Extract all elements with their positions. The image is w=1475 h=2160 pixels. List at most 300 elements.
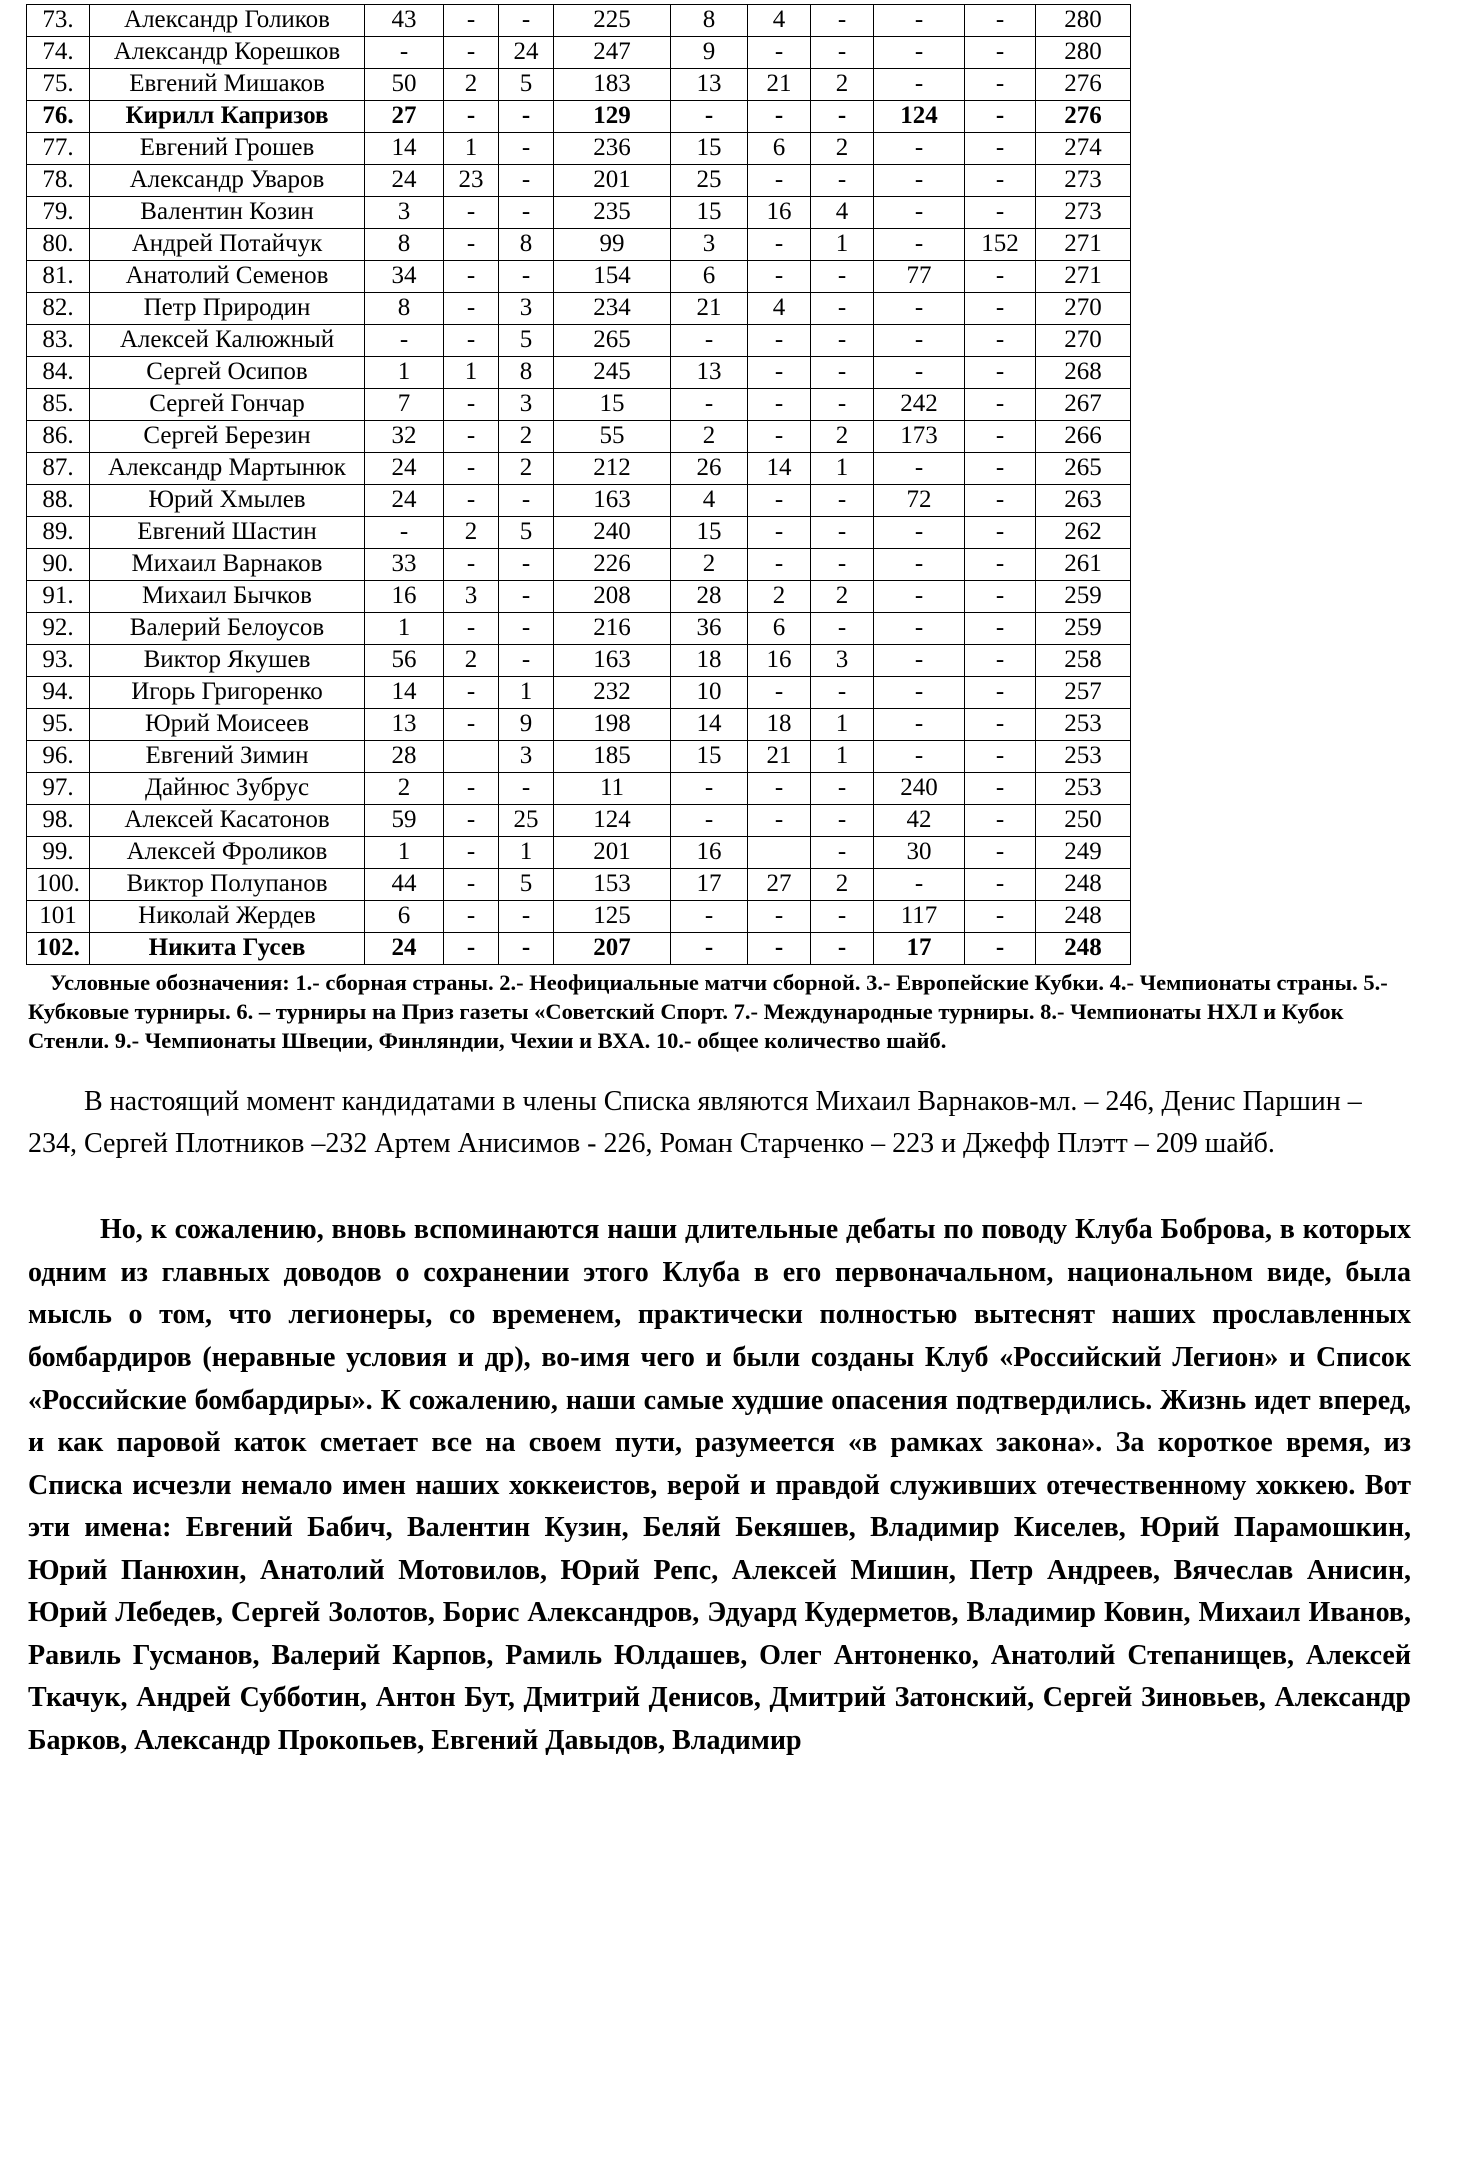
- cell-rank: 95.: [27, 709, 90, 741]
- cell-c7: -: [811, 933, 874, 965]
- cell-c9: -: [965, 549, 1036, 581]
- cell-c5: 15: [671, 197, 748, 229]
- cell-c1: 24: [365, 933, 444, 965]
- cell-c7: -: [811, 325, 874, 357]
- table-row: [27, 229, 1131, 261]
- cell-rank: 90.: [27, 549, 90, 581]
- cell-c6: [748, 837, 811, 869]
- cell-c2: -: [444, 869, 499, 901]
- cell-c2: -: [444, 261, 499, 293]
- cell-c6: -: [748, 485, 811, 517]
- legend-line-2: Чемпионаты страны. 5.- Кубковые турниры. 6. – турниры на Приз газеты «Советский Спорт. 7.-: [28, 970, 1388, 1024]
- cell-c6: 4: [748, 5, 811, 37]
- cell-c1: 6: [365, 901, 444, 933]
- cell-total: 258: [1036, 645, 1131, 677]
- cell-total: 259: [1036, 581, 1131, 613]
- cell-c7: 2: [811, 69, 874, 101]
- cell-c3: -: [499, 549, 554, 581]
- cell-c5: 2: [671, 421, 748, 453]
- cell-c5: 15: [671, 133, 748, 165]
- cell-c3: 1: [499, 677, 554, 709]
- cell-c4: 198: [554, 709, 671, 741]
- table-row: [27, 293, 1131, 325]
- cell-rank: 77.: [27, 133, 90, 165]
- cell-player-name: Юрий Моисеев: [90, 709, 365, 741]
- cell-c5: 28: [671, 581, 748, 613]
- cell-c4: 163: [554, 645, 671, 677]
- cell-c2: -: [444, 325, 499, 357]
- cell-c4: 55: [554, 421, 671, 453]
- cell-c4: 235: [554, 197, 671, 229]
- cell-c3: 5: [499, 517, 554, 549]
- cell-c9: -: [965, 165, 1036, 197]
- cell-c5: 18: [671, 645, 748, 677]
- cell-c5: 13: [671, 357, 748, 389]
- cell-c2: -: [444, 613, 499, 645]
- cell-c7: -: [811, 837, 874, 869]
- cell-c6: 27: [748, 869, 811, 901]
- cell-c6: -: [748, 421, 811, 453]
- cell-c7: -: [811, 261, 874, 293]
- cell-c3: 5: [499, 325, 554, 357]
- cell-player-name: Михаил Бычков: [90, 581, 365, 613]
- cell-c6: 14: [748, 453, 811, 485]
- cell-player-name: Анатолий Семенов: [90, 261, 365, 293]
- cell-c9: -: [965, 37, 1036, 69]
- table-row: [27, 101, 1131, 133]
- cell-c6: -: [748, 805, 811, 837]
- table-row: [27, 69, 1131, 101]
- cell-c7: -: [811, 517, 874, 549]
- cell-c7: -: [811, 549, 874, 581]
- cell-c8: -: [874, 229, 965, 261]
- cell-total: 250: [1036, 805, 1131, 837]
- cell-c9: -: [965, 325, 1036, 357]
- cell-player-name: Александр Мартынюк: [90, 453, 365, 485]
- cell-c8: -: [874, 37, 965, 69]
- cell-rank: 85.: [27, 389, 90, 421]
- cell-c4: 15: [554, 389, 671, 421]
- cell-c8: 173: [874, 421, 965, 453]
- cell-c2: -: [444, 453, 499, 485]
- cell-c2: 23: [444, 165, 499, 197]
- cell-player-name: Евгений Шастин: [90, 517, 365, 549]
- cell-c1: 50: [365, 69, 444, 101]
- cell-player-name: Петр Природин: [90, 293, 365, 325]
- cell-c9: -: [965, 197, 1036, 229]
- cell-total: 263: [1036, 485, 1131, 517]
- cell-c7: 1: [811, 741, 874, 773]
- table-row: [27, 261, 1131, 293]
- cell-c6: -: [748, 933, 811, 965]
- cell-player-name: Александр Корешков: [90, 37, 365, 69]
- cell-c5: 3: [671, 229, 748, 261]
- cell-c6: 16: [748, 197, 811, 229]
- cell-rank: 86.: [27, 421, 90, 453]
- cell-total: 271: [1036, 229, 1131, 261]
- cell-rank: 83.: [27, 325, 90, 357]
- cell-c1: 13: [365, 709, 444, 741]
- table-row: [27, 133, 1131, 165]
- cell-c6: -: [748, 389, 811, 421]
- cell-c8: 30: [874, 837, 965, 869]
- cell-total: 253: [1036, 741, 1131, 773]
- cell-c2: 1: [444, 133, 499, 165]
- legend-line-1: Условные обозначения: 1.- сборная страны. 2.- Неофициальные матчи сборной. 3.- Европейские Кубки. 4.-: [50, 970, 1134, 995]
- cell-c2: 2: [444, 645, 499, 677]
- cell-c6: 16: [748, 645, 811, 677]
- legend-block: [14, 969, 1437, 1055]
- table-row: [27, 741, 1131, 773]
- cell-c2: -: [444, 197, 499, 229]
- cell-rank: 88.: [27, 485, 90, 517]
- cell-c6: -: [748, 165, 811, 197]
- cell-c8: -: [874, 165, 965, 197]
- cell-c4: 240: [554, 517, 671, 549]
- cell-c1: 1: [365, 837, 444, 869]
- cell-c4: 236: [554, 133, 671, 165]
- cell-c1: 43: [365, 5, 444, 37]
- table-row: [27, 645, 1131, 677]
- cell-c9: -: [965, 645, 1036, 677]
- cell-rank: 82.: [27, 293, 90, 325]
- cell-c1: 8: [365, 229, 444, 261]
- cell-c5: -: [671, 101, 748, 133]
- cell-rank: 81.: [27, 261, 90, 293]
- table-row: [27, 37, 1131, 69]
- cell-c8: -: [874, 453, 965, 485]
- cell-c1: 2: [365, 773, 444, 805]
- cell-c3: 5: [499, 69, 554, 101]
- cell-c7: -: [811, 901, 874, 933]
- cell-c5: 15: [671, 741, 748, 773]
- legend-line-4: ВХА. 10.- общее количество шайб.: [597, 1027, 947, 1053]
- cell-c8: -: [874, 5, 965, 37]
- cell-player-name: Валентин Козин: [90, 197, 365, 229]
- cell-c6: 21: [748, 69, 811, 101]
- cell-c7: 2: [811, 133, 874, 165]
- cell-total: 248: [1036, 869, 1131, 901]
- cell-c6: 2: [748, 581, 811, 613]
- cell-c3: -: [499, 613, 554, 645]
- cell-c9: -: [965, 901, 1036, 933]
- cell-c3: 2: [499, 453, 554, 485]
- cell-player-name: Александр Уваров: [90, 165, 365, 197]
- cell-c1: 1: [365, 613, 444, 645]
- cell-c1: 34: [365, 261, 444, 293]
- cell-c6: -: [748, 901, 811, 933]
- cell-c5: 4: [671, 485, 748, 517]
- cell-player-name: Никита Гусев: [90, 933, 365, 965]
- cell-c7: -: [811, 613, 874, 645]
- cell-c2: 2: [444, 69, 499, 101]
- cell-c2: -: [444, 837, 499, 869]
- cell-rank: 76.: [27, 101, 90, 133]
- cell-total: 268: [1036, 357, 1131, 389]
- cell-c1: 24: [365, 165, 444, 197]
- cell-c4: 185: [554, 741, 671, 773]
- cell-total: 280: [1036, 37, 1131, 69]
- cell-total: 262: [1036, 517, 1131, 549]
- cell-c3: 1: [499, 837, 554, 869]
- cell-c9: -: [965, 933, 1036, 965]
- table-row: [27, 773, 1131, 805]
- cell-total: 276: [1036, 101, 1131, 133]
- cell-c6: -: [748, 37, 811, 69]
- cell-c1: 1: [365, 357, 444, 389]
- cell-c6: -: [748, 229, 811, 261]
- cell-total: 248: [1036, 933, 1131, 965]
- cell-c2: -: [444, 5, 499, 37]
- cell-c9: -: [965, 869, 1036, 901]
- cell-c9: -: [965, 133, 1036, 165]
- cell-c3: 2: [499, 421, 554, 453]
- table-row: [27, 5, 1131, 37]
- cell-c9: -: [965, 421, 1036, 453]
- cell-c3: 24: [499, 37, 554, 69]
- cell-c9: -: [965, 805, 1036, 837]
- table-row: [27, 389, 1131, 421]
- cell-c4: 201: [554, 837, 671, 869]
- cell-c1: 32: [365, 421, 444, 453]
- cell-c1: 14: [365, 133, 444, 165]
- cell-c3: 9: [499, 709, 554, 741]
- cell-rank: 100.: [27, 869, 90, 901]
- cell-c1: 16: [365, 581, 444, 613]
- table-row: [27, 165, 1131, 197]
- cell-player-name: Николай Жердев: [90, 901, 365, 933]
- cell-c6: -: [748, 325, 811, 357]
- cell-c4: 212: [554, 453, 671, 485]
- cell-c2: 3: [444, 581, 499, 613]
- cell-player-name: Евгений Зимин: [90, 741, 365, 773]
- table-row: [27, 901, 1131, 933]
- scorers-table-body: [27, 5, 1131, 965]
- cell-c5: 21: [671, 293, 748, 325]
- cell-total: 274: [1036, 133, 1131, 165]
- table-row: [27, 613, 1131, 645]
- cell-c2: -: [444, 37, 499, 69]
- cell-c6: 21: [748, 741, 811, 773]
- cell-player-name: Игорь Григоренко: [90, 677, 365, 709]
- cell-c3: -: [499, 5, 554, 37]
- cell-c1: 27: [365, 101, 444, 133]
- cell-c3: -: [499, 165, 554, 197]
- cell-c7: -: [811, 101, 874, 133]
- cell-c6: -: [748, 261, 811, 293]
- cell-c3: 8: [499, 357, 554, 389]
- cell-rank: 101: [27, 901, 90, 933]
- cell-c9: -: [965, 837, 1036, 869]
- table-row: [27, 453, 1131, 485]
- cell-total: 253: [1036, 773, 1131, 805]
- cell-c8: 17: [874, 933, 965, 965]
- cell-c8: -: [874, 709, 965, 741]
- cell-c2: [444, 741, 499, 773]
- cell-c4: 208: [554, 581, 671, 613]
- cell-c3: 8: [499, 229, 554, 261]
- cell-rank: 99.: [27, 837, 90, 869]
- cell-c5: -: [671, 933, 748, 965]
- cell-c8: -: [874, 197, 965, 229]
- cell-c5: 16: [671, 837, 748, 869]
- cell-c9: -: [965, 69, 1036, 101]
- cell-c7: -: [811, 773, 874, 805]
- cell-total: 259: [1036, 613, 1131, 645]
- table-row: [27, 517, 1131, 549]
- cell-player-name: Валерий Белоусов: [90, 613, 365, 645]
- cell-c5: -: [671, 773, 748, 805]
- cell-rank: 79.: [27, 197, 90, 229]
- cell-rank: 75.: [27, 69, 90, 101]
- cell-c8: -: [874, 869, 965, 901]
- cell-c5: -: [671, 325, 748, 357]
- cell-c5: 9: [671, 37, 748, 69]
- cell-total: 266: [1036, 421, 1131, 453]
- cell-player-name: Виктор Полупанов: [90, 869, 365, 901]
- cell-player-name: Евгений Мишаков: [90, 69, 365, 101]
- cell-c7: -: [811, 805, 874, 837]
- cell-c2: -: [444, 101, 499, 133]
- cell-c8: -: [874, 357, 965, 389]
- cell-c4: 226: [554, 549, 671, 581]
- cell-rank: 78.: [27, 165, 90, 197]
- cell-total: 273: [1036, 165, 1131, 197]
- table-row: [27, 325, 1131, 357]
- cell-c6: -: [748, 549, 811, 581]
- cell-total: 271: [1036, 261, 1131, 293]
- cell-c3: -: [499, 485, 554, 517]
- cell-rank: 102.: [27, 933, 90, 965]
- cell-c9: -: [965, 101, 1036, 133]
- cell-c6: 18: [748, 709, 811, 741]
- cell-c7: 1: [811, 709, 874, 741]
- cell-c8: 42: [874, 805, 965, 837]
- closing-paragraph: Но, к сожалению, вновь вспоминаются наши длительные дебаты по поводу Клуба Боброва, в которых одним из главных доводов о сохранении этого Клуба в его первоначальном, национальном виде, была мысль о том, что легионеры, со временем, практически полностью вытеснят наших прославленных бомбардиров (неравные условия и др), во-имя чего и были созданы Клуб «Российский Легион» и Список «Российские бомбардиры». К сожалению, наши самые худшие опасения подтвердились. Жизнь идет вперед, и как паровой каток сметает все на своем пути, разумеется «в рамках закона». За короткое время, из Списка исчезли немало имен наших хоккеистов, верой и правдой служивших отечественному хоккею. Вот эти имена: Евгений Бабич, Валентин Кузин, Беляй Бекяшев, Владимир Киселев, Юрий Парамошкин, Юрий Панюхин, Анатолий Мотовилов, Юрий Репс, Алексей Мишин, Петр Андреев, Вячеслав Анисин, Юрий Лебедев, Сергей Золотов, Борис Александров, Эдуард Кудерметов, Владимир Ковин, Михаил Иванов, Равиль Гусманов, Валерий Карпов, Рамиль Юлдашев, Олег Антоненко, Анатолий Степанищев, Алексей Ткачук, Андрей Субботин, Антон Бут, Дмитрий Денисов, Дмитрий Затонский, Сергей Зиновьев, Александр Барков, Александр Прокопьев, Евгений Давыдов, Владимир: [28, 1214, 1411, 1756]
- cell-c7: 1: [811, 229, 874, 261]
- cell-c5: 15: [671, 517, 748, 549]
- cell-c7: -: [811, 357, 874, 389]
- table-row: [27, 933, 1131, 965]
- cell-c6: -: [748, 357, 811, 389]
- cell-c9: -: [965, 709, 1036, 741]
- cell-c7: -: [811, 485, 874, 517]
- cell-c6: 6: [748, 133, 811, 165]
- cell-c4: 245: [554, 357, 671, 389]
- cell-rank: 80.: [27, 229, 90, 261]
- cell-c3: -: [499, 197, 554, 229]
- table-row: [27, 197, 1131, 229]
- table-row: [27, 357, 1131, 389]
- cell-player-name: Алексей Фроликов: [90, 837, 365, 869]
- cell-c6: 4: [748, 293, 811, 325]
- cell-c5: 13: [671, 69, 748, 101]
- cell-c4: 232: [554, 677, 671, 709]
- cell-c7: -: [811, 293, 874, 325]
- cell-c4: 125: [554, 901, 671, 933]
- cell-c4: 225: [554, 5, 671, 37]
- cell-c8: -: [874, 645, 965, 677]
- scorers-table: [26, 4, 1131, 965]
- cell-c3: -: [499, 261, 554, 293]
- cell-c9: -: [965, 613, 1036, 645]
- cell-c8: -: [874, 677, 965, 709]
- cell-rank: 91.: [27, 581, 90, 613]
- cell-c7: -: [811, 37, 874, 69]
- cell-c7: 3: [811, 645, 874, 677]
- cell-c9: -: [965, 485, 1036, 517]
- cell-c5: 26: [671, 453, 748, 485]
- cell-c5: 14: [671, 709, 748, 741]
- cell-c7: -: [811, 677, 874, 709]
- legend-line-3: Международные турниры. 8.- Чемпионаты НХЛ и Кубок Стенли. 9.- Чемпионаты Швеции, Финляндии, Чехии и: [28, 998, 1344, 1053]
- cell-c2: -: [444, 901, 499, 933]
- cell-c3: -: [499, 933, 554, 965]
- cell-c4: 11: [554, 773, 671, 805]
- cell-player-name: Виктор Якушев: [90, 645, 365, 677]
- cell-c8: -: [874, 517, 965, 549]
- cell-c8: 117: [874, 901, 965, 933]
- cell-c6: -: [748, 517, 811, 549]
- cell-c2: -: [444, 773, 499, 805]
- cell-c3: 3: [499, 741, 554, 773]
- cell-rank: 93.: [27, 645, 90, 677]
- cell-c2: -: [444, 421, 499, 453]
- cell-c9: -: [965, 389, 1036, 421]
- cell-c9: -: [965, 261, 1036, 293]
- cell-c5: -: [671, 805, 748, 837]
- table-row: [27, 677, 1131, 709]
- cell-player-name: Сергей Осипов: [90, 357, 365, 389]
- cell-c2: -: [444, 293, 499, 325]
- cell-c3: -: [499, 645, 554, 677]
- cell-c6: -: [748, 101, 811, 133]
- cell-rank: 96.: [27, 741, 90, 773]
- cell-c3: -: [499, 901, 554, 933]
- cell-c3: -: [499, 581, 554, 613]
- cell-c1: 44: [365, 869, 444, 901]
- cell-c8: -: [874, 581, 965, 613]
- cell-c1: -: [365, 517, 444, 549]
- cell-c9: -: [965, 581, 1036, 613]
- cell-c2: -: [444, 389, 499, 421]
- cell-rank: 89.: [27, 517, 90, 549]
- cell-c2: -: [444, 549, 499, 581]
- cell-c5: 8: [671, 5, 748, 37]
- cell-c4: 129: [554, 101, 671, 133]
- cell-total: 280: [1036, 5, 1131, 37]
- cell-player-name: Кирилл Капризов: [90, 101, 365, 133]
- cell-total: 270: [1036, 325, 1131, 357]
- cell-c7: -: [811, 165, 874, 197]
- cell-c4: 234: [554, 293, 671, 325]
- cell-c7: 2: [811, 581, 874, 613]
- cell-rank: 98.: [27, 805, 90, 837]
- cell-c3: 3: [499, 389, 554, 421]
- cell-player-name: Сергей Гончар: [90, 389, 365, 421]
- cell-rank: 87.: [27, 453, 90, 485]
- cell-rank: 73.: [27, 5, 90, 37]
- cell-c4: 163: [554, 485, 671, 517]
- cell-c7: 1: [811, 453, 874, 485]
- cell-c6: 6: [748, 613, 811, 645]
- cell-total: 270: [1036, 293, 1131, 325]
- cell-c7: -: [811, 5, 874, 37]
- cell-c6: -: [748, 677, 811, 709]
- cell-total: 261: [1036, 549, 1131, 581]
- cell-player-name: Евгений Грошев: [90, 133, 365, 165]
- cell-c6: -: [748, 773, 811, 805]
